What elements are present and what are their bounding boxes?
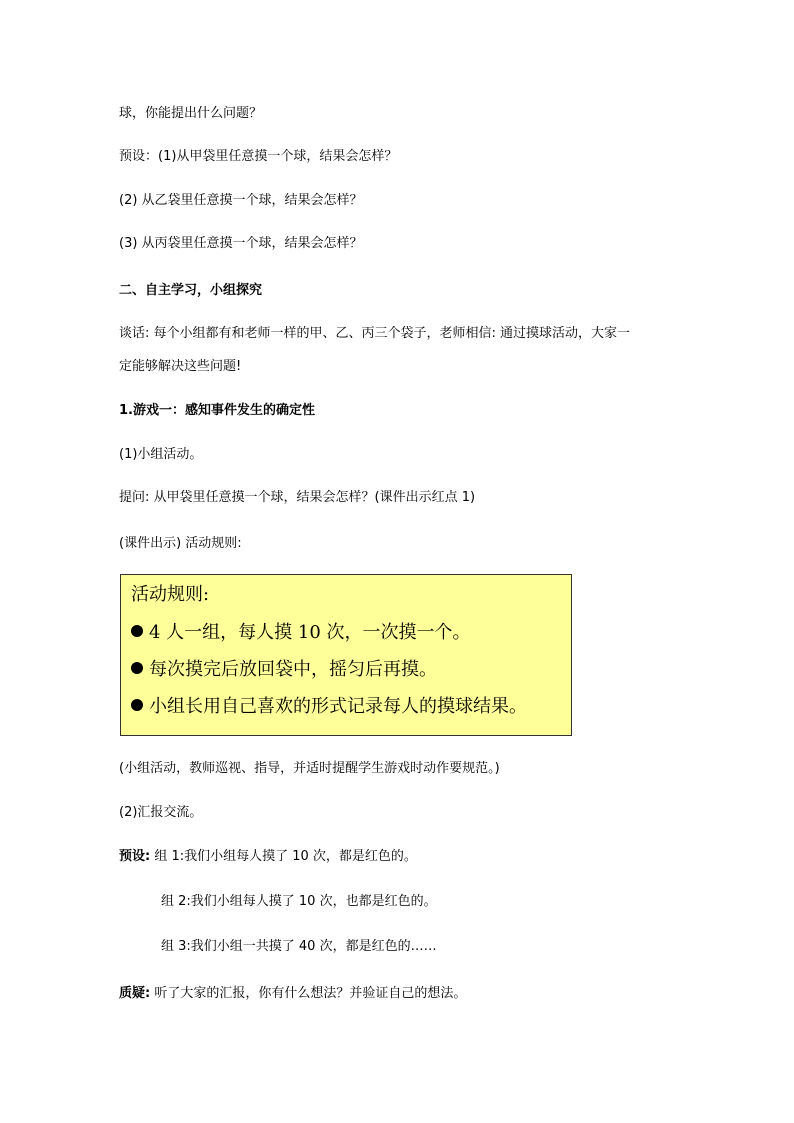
paragraph-report: (2)汇报交流。 — [119, 805, 203, 820]
activity-rules-box — [120, 574, 572, 736]
paragraph-question-intro: 球，你能提出什么问题？ — [119, 106, 263, 121]
paragraph-group-activity: (1)小组活动。 — [119, 447, 203, 462]
preset-label: 预设: — [119, 849, 151, 864]
rules-title: 活动规则: — [131, 584, 210, 605]
rule-item — [131, 695, 527, 719]
rule-item — [131, 621, 471, 645]
doubt-label: 质疑: — [119, 986, 151, 1001]
rule-item-text: 4 人一组，每人摸 10 次，一次摸一个。 — [149, 622, 471, 643]
paragraph-question-bag-a: 提问: 从甲袋里任意摸一个球，结果会怎样？(课件出示红点 1) — [119, 490, 476, 505]
question-doubt-row — [119, 985, 466, 1003]
bullet-icon — [131, 625, 143, 637]
paragraph-talk-line-2: 定能够解决这些问题! — [119, 359, 242, 374]
bullet-icon — [131, 699, 143, 711]
paragraph-preset-3: (3) 从丙袋里任意摸一个球，结果会怎样？ — [119, 236, 363, 251]
section-heading: 二、自主学习，小组探究 — [119, 283, 263, 298]
preset-report-row — [119, 848, 417, 866]
paragraph-preset-2: (2) 从乙袋里任意摸一个球，结果会怎样？ — [119, 193, 363, 208]
bullet-icon — [131, 662, 143, 674]
group-3-report: 组 3:我们小组一共摸了 40 次，都是红色的…… — [161, 939, 437, 954]
paragraph-preset-1: 预设：(1)从甲袋里任意摸一个球，结果会怎样？ — [119, 149, 398, 164]
game-one-heading: 1.游戏一：感知事件发生的确定性 — [119, 403, 315, 418]
group-1-report: 组 1:我们小组每人摸了 10 次，都是红色的。 — [154, 849, 417, 864]
paragraph-activity-note: (小组活动，教师巡视、指导，并适时提醒学生游戏时动作要规范。) — [119, 761, 500, 776]
group-2-report: 组 2:我们小组每人摸了 10 次，也都是红色的。 — [161, 894, 437, 909]
rule-item — [131, 658, 437, 682]
paragraph-courseware-rules: (课件出示) 活动规则: — [119, 536, 242, 551]
doubt-text: 听了大家的汇报，你有什么想法？并验证自己的想法。 — [154, 986, 467, 1001]
rule-item-text: 每次摸完后放回袋中，摇匀后再摸。 — [149, 659, 437, 680]
paragraph-talk-line-1: 谈话: 每个小组都有和老师一样的甲、乙、丙三个袋子，老师相信: 通过摸球活动，大家一 — [119, 326, 631, 341]
rule-item-text: 小组长用自己喜欢的形式记录每人的摸球结果。 — [149, 696, 527, 717]
